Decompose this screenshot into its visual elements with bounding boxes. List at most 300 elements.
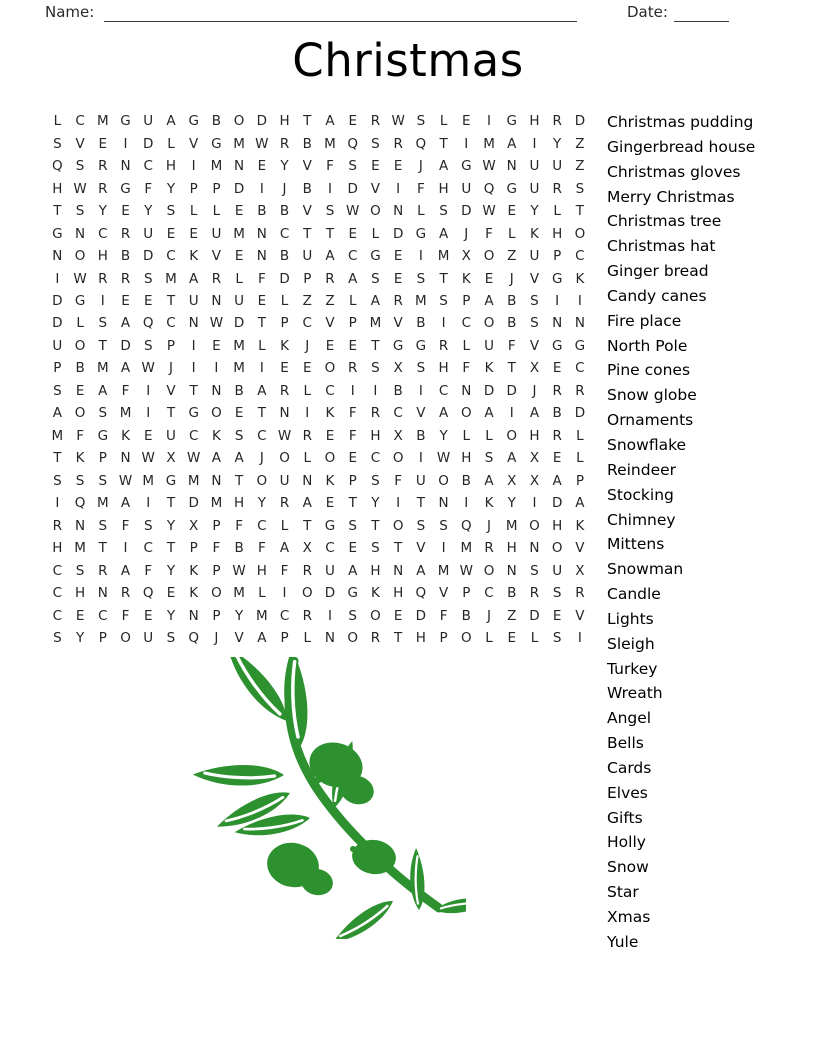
grid-row	[46, 492, 591, 514]
grid-letter: D	[256, 113, 268, 130]
grid-letter: K	[75, 450, 85, 467]
grid-letter: C	[279, 607, 290, 624]
grid-letter: J	[509, 270, 514, 287]
grid-letter: A	[325, 113, 335, 130]
grid-letter: M	[142, 472, 155, 489]
grid-letter: T	[507, 360, 516, 377]
grid-letter: M	[233, 360, 245, 377]
grid-letter: T	[98, 540, 107, 557]
date-fill-line	[674, 4, 729, 22]
grid-letter: N	[211, 292, 222, 309]
grid-letter: U	[552, 562, 563, 579]
grid-letter: M	[210, 495, 223, 512]
grid-letter: M	[233, 135, 245, 152]
grid-letter: K	[484, 360, 494, 377]
grid-letter: M	[256, 607, 268, 624]
grid-letter: P	[98, 630, 107, 647]
grid-letter: C	[484, 585, 494, 602]
grid-letter: H	[370, 562, 381, 579]
grid-letter: I	[282, 585, 287, 602]
grid-letter: N	[211, 472, 222, 489]
grid-letter: X	[575, 562, 585, 579]
grid-letter: D	[574, 405, 586, 422]
grid-letter: V	[302, 203, 312, 220]
grid-letter: E	[257, 158, 267, 175]
grid-letter: L	[76, 315, 84, 332]
grid-letter: T	[303, 225, 312, 242]
grid-letter: W	[482, 158, 496, 175]
grid-letter: E	[143, 427, 153, 444]
grid-row	[46, 357, 591, 379]
grid-letter: R	[575, 382, 585, 399]
olive-branch-icon	[181, 657, 466, 939]
grid-letter: A	[120, 562, 131, 579]
grid-letter: M	[74, 540, 86, 557]
grid-letter: E	[75, 607, 85, 624]
grid-letter: S	[552, 585, 562, 602]
grid-letter: R	[552, 382, 562, 399]
grid-letter: Y	[166, 180, 176, 197]
grid-letter: G	[392, 337, 404, 354]
grid-letter: Z	[575, 135, 585, 152]
grid-letter: T	[394, 630, 403, 647]
grid-letter: S	[166, 203, 176, 220]
grid-letter: C	[143, 540, 153, 557]
grid-letter: E	[348, 337, 357, 354]
grid-letter: A	[370, 292, 381, 309]
grid-letter: T	[166, 292, 176, 309]
grid-letter: R	[370, 405, 381, 422]
grid-letter: A	[211, 450, 222, 467]
grid-letter: S	[143, 517, 153, 534]
grid-letter: T	[371, 337, 380, 354]
grid-letter: K	[461, 270, 471, 287]
word-list-item: Reindeer	[607, 460, 677, 479]
grid-row	[46, 312, 591, 334]
grid-letter: S	[143, 337, 153, 354]
grid-letter: B	[416, 427, 426, 444]
grid-letter: E	[507, 630, 516, 647]
word-list-item: Lights	[607, 609, 654, 628]
grid-letter: F	[121, 607, 130, 624]
grid-letter: D	[143, 248, 154, 265]
grid-letter: I	[464, 495, 469, 512]
grid-letter: X	[302, 540, 312, 557]
grid-letter: O	[370, 203, 381, 220]
grid-letter: I	[418, 382, 423, 399]
grid-letter: P	[348, 472, 357, 489]
grid-letter: M	[210, 158, 223, 175]
word-list-item: Xmas	[607, 908, 651, 926]
grid-letter: N	[234, 158, 245, 175]
grid-letter: M	[119, 405, 132, 422]
grid-letter: P	[553, 248, 562, 265]
grid-letter: C	[143, 158, 153, 175]
grid-letter: E	[462, 113, 471, 130]
grid-letter: V	[302, 158, 312, 175]
grid-letter: D	[188, 495, 199, 512]
grid-letter: L	[280, 517, 289, 534]
grid-letter: F	[144, 562, 153, 579]
grid-letter: N	[438, 495, 449, 512]
word-list-item: Turkey	[607, 659, 658, 678]
grid-letter: I	[441, 315, 446, 332]
grid-letter: T	[394, 540, 403, 557]
word-list-item: Ginger bread	[607, 262, 709, 281]
word-list-item: Snow	[607, 858, 649, 877]
grid-letter: O	[460, 405, 472, 422]
grid-letter: B	[302, 180, 312, 197]
grid-letter: B	[302, 135, 312, 152]
grid-letter: R	[370, 113, 381, 130]
grid-letter: A	[348, 270, 358, 287]
grid-letter: I	[259, 180, 264, 197]
grid-letter: A	[120, 360, 131, 377]
grid-letter: A	[416, 562, 426, 579]
grid-letter: X	[529, 472, 540, 489]
grid-letter: R	[348, 360, 358, 377]
grid-letter: T	[98, 337, 107, 354]
grid-letter: T	[234, 472, 244, 489]
grid-letter: F	[416, 180, 425, 197]
grid-letter: F	[439, 607, 448, 624]
grid-row	[46, 447, 591, 469]
grid-letter: O	[483, 248, 495, 265]
grid-letter: E	[303, 360, 312, 377]
grid-letter: S	[530, 562, 539, 579]
grid-letter: C	[257, 517, 267, 534]
grid-letter: C	[370, 450, 381, 467]
grid-letter: I	[305, 405, 310, 422]
grid-letter: V	[189, 135, 199, 152]
grid-letter: M	[415, 292, 427, 309]
grid-letter: D	[415, 607, 427, 624]
grid-letter: I	[146, 405, 151, 422]
grid-letter: E	[75, 382, 85, 399]
word-list-item: Christmas hat	[607, 237, 716, 256]
grid-letter: B	[75, 360, 85, 377]
grid-letter: N	[256, 248, 267, 265]
grid-letter: R	[98, 562, 108, 579]
grid-letter: C	[347, 248, 358, 265]
grid-letter: W	[118, 472, 133, 489]
grid-letter: S	[484, 450, 494, 467]
grid-letter: G	[506, 180, 517, 197]
grid-letter: Q	[142, 315, 154, 332]
grid-letter: A	[484, 405, 494, 422]
grid-letter: G	[551, 270, 563, 287]
grid-letter: H	[529, 427, 540, 444]
grid-letter: P	[189, 540, 198, 557]
grid-letter: R	[52, 517, 63, 534]
grid-row	[46, 132, 591, 154]
grid-letter: Z	[302, 292, 312, 309]
grid-letter: B	[461, 607, 471, 624]
grid-letter: S	[53, 472, 62, 489]
grid-row	[46, 604, 591, 626]
grid-letter: C	[52, 562, 63, 579]
grid-letter: G	[97, 427, 109, 444]
grid-letter: G	[324, 517, 336, 534]
grid-letter: N	[188, 315, 199, 332]
grid-letter: N	[188, 607, 199, 624]
grid-letter: M	[437, 248, 450, 265]
grid-letter: R	[302, 562, 312, 579]
grid-letter: E	[234, 203, 244, 220]
grid-letter: R	[484, 540, 494, 557]
grid-letter: V	[438, 585, 449, 602]
grid-letter: G	[461, 158, 472, 175]
grid-letter: B	[507, 292, 517, 309]
grid-letter: G	[120, 180, 131, 197]
grid-letter: V	[393, 315, 403, 332]
grid-letter: Y	[166, 607, 176, 624]
grid-row	[46, 627, 591, 649]
grid-letter: A	[507, 135, 517, 152]
grid-letter: L	[303, 450, 312, 467]
grid-letter: N	[324, 630, 336, 647]
grid-letter: N	[529, 540, 540, 557]
grid-letter: I	[214, 360, 219, 377]
grid-letter: M	[96, 495, 109, 512]
grid-letter: S	[371, 270, 380, 287]
grid-letter: U	[529, 248, 540, 265]
grid-letter: B	[234, 382, 244, 399]
grid-letter: F	[121, 517, 130, 534]
grid-row	[46, 582, 591, 604]
grid-letter: P	[53, 360, 62, 377]
grid-letter: L	[576, 450, 584, 467]
grid-letter: E	[257, 292, 267, 309]
grid-letter: P	[348, 315, 357, 332]
grid-letter: S	[98, 472, 108, 489]
grid-letter: X	[393, 360, 403, 377]
grid-letter: V	[325, 315, 335, 332]
grid-letter: O	[392, 517, 404, 534]
grid-letter: U	[415, 472, 426, 489]
grid-letter: J	[214, 630, 219, 647]
grid-letter: I	[327, 607, 332, 624]
grid-row	[46, 200, 591, 222]
grid-row	[46, 402, 591, 424]
grid-letter: G	[165, 472, 177, 489]
grid-letter: Z	[507, 607, 517, 624]
grid-letter: R	[393, 135, 403, 152]
grid-letter: C	[325, 540, 335, 557]
grid-letter: H	[165, 158, 177, 175]
grid-letter: M	[233, 337, 245, 354]
grid-letter: W	[482, 203, 496, 220]
grid-letter: T	[166, 405, 176, 422]
grid-letter: E	[280, 360, 289, 377]
word-list-item: Fire place	[607, 311, 682, 330]
grid-letter: R	[120, 270, 131, 287]
grid-row	[46, 177, 591, 199]
grid-letter: T	[348, 495, 357, 512]
grid-letter: M	[96, 113, 109, 130]
grid-letter: A	[257, 382, 267, 399]
grid-letter: J	[305, 337, 310, 354]
grid-letter: H	[461, 450, 472, 467]
grid-letter: C	[438, 382, 449, 399]
grid-letter: T	[166, 540, 176, 557]
grid-letter: E	[143, 292, 153, 309]
grid-letter: U	[143, 630, 154, 647]
grid-letter: A	[484, 472, 494, 489]
grid-letter: E	[325, 337, 335, 354]
grid-letter: Y	[371, 495, 380, 512]
grid-letter: K	[280, 337, 289, 354]
grid-letter: U	[484, 337, 494, 354]
grid-letter: X	[529, 450, 540, 467]
grid-letter: O	[74, 337, 86, 354]
grid-letter: I	[123, 540, 128, 557]
grid-letter: E	[507, 203, 516, 220]
grid-letter: J	[487, 607, 491, 624]
grid-letter: E	[393, 248, 403, 265]
grid-letter: L	[507, 225, 516, 242]
grid-row	[46, 335, 591, 357]
grid-letter: C	[575, 248, 585, 265]
grid-letter: U	[143, 225, 154, 242]
grid-letter: D	[574, 113, 586, 130]
grid-letter: P	[212, 517, 221, 534]
grid-letter: L	[462, 427, 471, 444]
grid-letter: F	[348, 427, 357, 444]
grid-letter: G	[506, 113, 517, 130]
word-list-item: Holly	[607, 833, 646, 852]
grid-letter: D	[529, 607, 540, 624]
grid-row	[46, 537, 591, 559]
grid-letter: R	[98, 180, 108, 197]
grid-row	[46, 380, 591, 402]
grid-letter: K	[189, 585, 199, 602]
grid-letter: N	[97, 585, 108, 602]
grid-letter: I	[532, 495, 537, 512]
grid-letter: B	[507, 585, 517, 602]
grid-letter: R	[325, 270, 335, 287]
grid-letter: I	[100, 292, 105, 309]
word-list-item: Snowman	[607, 560, 684, 579]
grid-letter: G	[574, 337, 586, 354]
grid-letter: Q	[415, 135, 427, 152]
word-list-item: Christmas pudding	[607, 113, 754, 131]
grid-row	[46, 267, 591, 289]
grid-letter: G	[551, 337, 563, 354]
grid-letter: S	[53, 630, 62, 647]
grid-letter: V	[211, 248, 222, 265]
grid-letter: W	[141, 450, 155, 467]
grid-letter: T	[371, 517, 380, 534]
grid-letter: Y	[507, 495, 516, 512]
grid-letter: M	[324, 135, 336, 152]
grid-letter: U	[52, 337, 63, 354]
grid-letter: R	[279, 135, 290, 152]
grid-letter: V	[416, 540, 426, 557]
grid-letter: E	[166, 225, 176, 242]
grid-letter: I	[259, 360, 264, 377]
grid-letter: X	[393, 427, 403, 444]
grid-letter: L	[462, 337, 471, 354]
grid-letter: C	[257, 427, 267, 444]
grid-letter: F	[326, 158, 334, 175]
grid-letter: P	[189, 180, 198, 197]
grid-letter: M	[51, 427, 64, 444]
grid-letter: U	[461, 180, 472, 197]
word-list-item: Candle	[607, 585, 661, 604]
grid-letter: V	[166, 382, 176, 399]
grid-letter: T	[53, 450, 62, 467]
grid-letter: C	[98, 225, 108, 242]
grid-letter: P	[462, 585, 471, 602]
grid-letter: P	[462, 292, 471, 309]
grid-letter: L	[258, 585, 266, 602]
grid-letter: X	[461, 248, 471, 265]
word-list-item: Cards	[607, 758, 652, 777]
grid-letter: S	[530, 292, 539, 309]
grid-row	[46, 155, 591, 177]
grid-letter: W	[277, 427, 292, 444]
grid-letter: G	[415, 225, 427, 242]
grid-letter: I	[441, 540, 446, 557]
grid-letter: S	[325, 203, 335, 220]
grid-letter: Z	[325, 292, 335, 309]
grid-letter: A	[120, 315, 131, 332]
grid-letter: V	[75, 135, 85, 152]
grid-letter: A	[325, 248, 335, 265]
grid-letter: M	[460, 540, 473, 557]
grid-letter: O	[233, 113, 245, 130]
grid-letter: O	[279, 450, 290, 467]
grid-letter: R	[98, 158, 108, 175]
grid-letter: V	[529, 337, 540, 354]
grid-letter: Z	[575, 158, 585, 175]
grid-letter: S	[348, 517, 357, 534]
grid-letter: V	[234, 630, 244, 647]
grid-letter: E	[393, 607, 403, 624]
grid-letter: J	[282, 180, 287, 197]
grid-letter: Q	[483, 180, 495, 197]
grid-letter: B	[257, 203, 267, 220]
grid-letter: E	[121, 203, 130, 220]
grid-letter: S	[53, 135, 62, 152]
grid-letter: E	[325, 427, 335, 444]
grid-letter: L	[280, 292, 289, 309]
grid-letter: M	[96, 360, 109, 377]
grid-letter: B	[461, 472, 471, 489]
grid-letter: I	[532, 135, 537, 152]
grid-letter: B	[234, 540, 244, 557]
grid-letter: S	[530, 315, 539, 332]
grid-letter: H	[552, 225, 563, 242]
grid-letter: O	[211, 585, 222, 602]
grid-letter: G	[74, 292, 86, 309]
grid-letter: S	[98, 405, 108, 422]
grid-letter: F	[394, 472, 403, 489]
word-list-item: Pine cones	[607, 361, 691, 380]
grid-letter: R	[279, 495, 290, 512]
grid-letter: G	[211, 135, 222, 152]
word-list	[607, 110, 755, 955]
grid-letter: R	[302, 607, 312, 624]
grid-row	[46, 245, 591, 267]
grid-row	[46, 514, 591, 536]
grid-letter: K	[484, 495, 494, 512]
grid-letter: C	[279, 225, 290, 242]
grid-letter: T	[189, 382, 198, 399]
grid-letter: F	[121, 382, 130, 399]
grid-letter: K	[575, 270, 585, 287]
